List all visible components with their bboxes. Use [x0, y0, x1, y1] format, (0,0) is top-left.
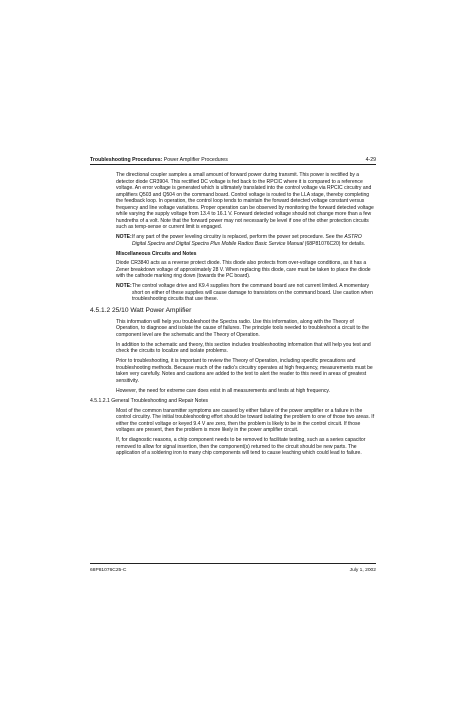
paragraph-reverse-protect-diode: Diode CR3840 acts as a reverse protect diode. This diode also protects from over-voltage conditions, as it has a Zener breakdown voltage of approximately 28 V. When replacing this diode, care must be taken to place the diode with the cathode marking ring down (towards the PC board). — [116, 260, 371, 280]
note-power-leveling — [116, 234, 376, 247]
header-section: Troubleshooting Procedures: — [90, 157, 163, 163]
paragraph-extreme-care: However, the need for extreme care does exist in all measurements and tests at high frequency. — [116, 387, 330, 394]
running-header — [90, 157, 376, 163]
note-label: NOTE: — [116, 234, 132, 241]
paragraph-troubleshoot-intro: This information will help you troubleshoot the Spectra radio. Use this information, along with the Theory of Operation, to diagnose and isolate the cause of failures. The principle tools needed to troubleshoot a circuit to the component level are the schematic and the Theory of Operation. — [116, 318, 369, 338]
paragraph-prior-troubleshooting: Prior to troubleshooting, it is important to review the Theory of Operation, including specific precautions and troubleshooting methods. Because much of the radio's circuitry operates at high frequency, measurements must be taken very carefully. Notes and cautions are added to the text to alert the reader to this need in areas of greatest sensitivity. — [116, 358, 373, 384]
paragraph-schematic-theory: In addition to the schematic and theory, this section includes troubleshooting information that will help you test and check the circuits to localize and isolate problems. — [116, 341, 371, 355]
section-heading-4-5-1-2-1: 4.5.1.2.1 General Troubleshooting and Repair Notes — [90, 398, 209, 405]
page-number: 4-29 — [365, 157, 376, 163]
note-text — [132, 234, 376, 247]
paragraph-directional-coupler: The directional coupler samples a small amount of forward power during transmit. This power is rectified by a detector diode CR3904. This rectified DC voltage is fed back to the RPCIC where it is compared to a reference voltage. An error voltage is generated which is ultimately translated into the control voltage via RPCIC circuitry and amplifiers Q503 and Q504 on the command board. Control voltage is routed to the LLA stage, thereby completing the feedback loop. In operation, the control loop tends to maintain the forward detected voltage constant versus frequency and line voltage variations. Proper operation can be observed by monitoring the forward detected voltage while varying the supply voltage from 13.4 to 16.1 V. Forward detected voltage should not change more than a few hundreths of a volt. Note that the forward power may not necessarily be level if one of the other protection circuits such as temp-sense or current limit is engaged. — [116, 172, 374, 231]
note-text-c: (68P81076C20) for details. — [303, 240, 366, 247]
header-title — [90, 157, 228, 163]
footer-rule — [90, 563, 376, 564]
note-text: The control voltage drive and K9.4 supplies from the command board are not current limited. A momentary short on either of these supplies will cause damage to transistors on the command board. Use caution when troubleshooting circuits that use these. — [132, 283, 373, 303]
document-number: 68P81076C25-C — [90, 568, 127, 573]
note-label: NOTE: — [116, 283, 132, 290]
running-footer — [90, 568, 376, 573]
header-subtitle: Power Amplifier Procedures — [162, 157, 228, 163]
misc-circuits-heading: Miscellaneous Circuits and Notes — [116, 250, 197, 257]
page-body — [90, 172, 376, 460]
paragraph-chip-component: If, for diagnostic reasons, a chip component needs to be removed to facilitate testing, such as a series capacitor removed to allow for signal insertion, then the component(s) returned to the circuit should be new parts. The application of a soldering iron to many chip components will tend to cause leaching which could lead to failure. — [116, 437, 366, 457]
paragraph-transmitter-symptoms: Most of the common transmitter symptoms are caused by either failure of the power amplifier or a failure in the control circuitry. The initial troubleshooting effort should be toward isolating the problem to one of those two areas. If either the control voltage or keyed 9.4 V are zero, then the problem is likely to be in the control circuit. If those voltages are present, then the problem is more likely in the power amplifier circuit. — [116, 407, 375, 434]
note-control-voltage — [116, 283, 376, 303]
header-rule — [90, 164, 376, 165]
section-heading-4-5-1-2: 4.5.1.2 25/10 Watt Power Amplifier — [90, 307, 192, 315]
manual-title: ASTRO Digital Spectra and Digital Spectra Plus Mobile Radios Basic Service Manual — [132, 234, 362, 247]
publication-date: July 1, 2002 — [349, 568, 376, 573]
note-text-a: If any part of the power leveling circuitry is replaced, perform the power set procedure. See the — [132, 234, 345, 241]
